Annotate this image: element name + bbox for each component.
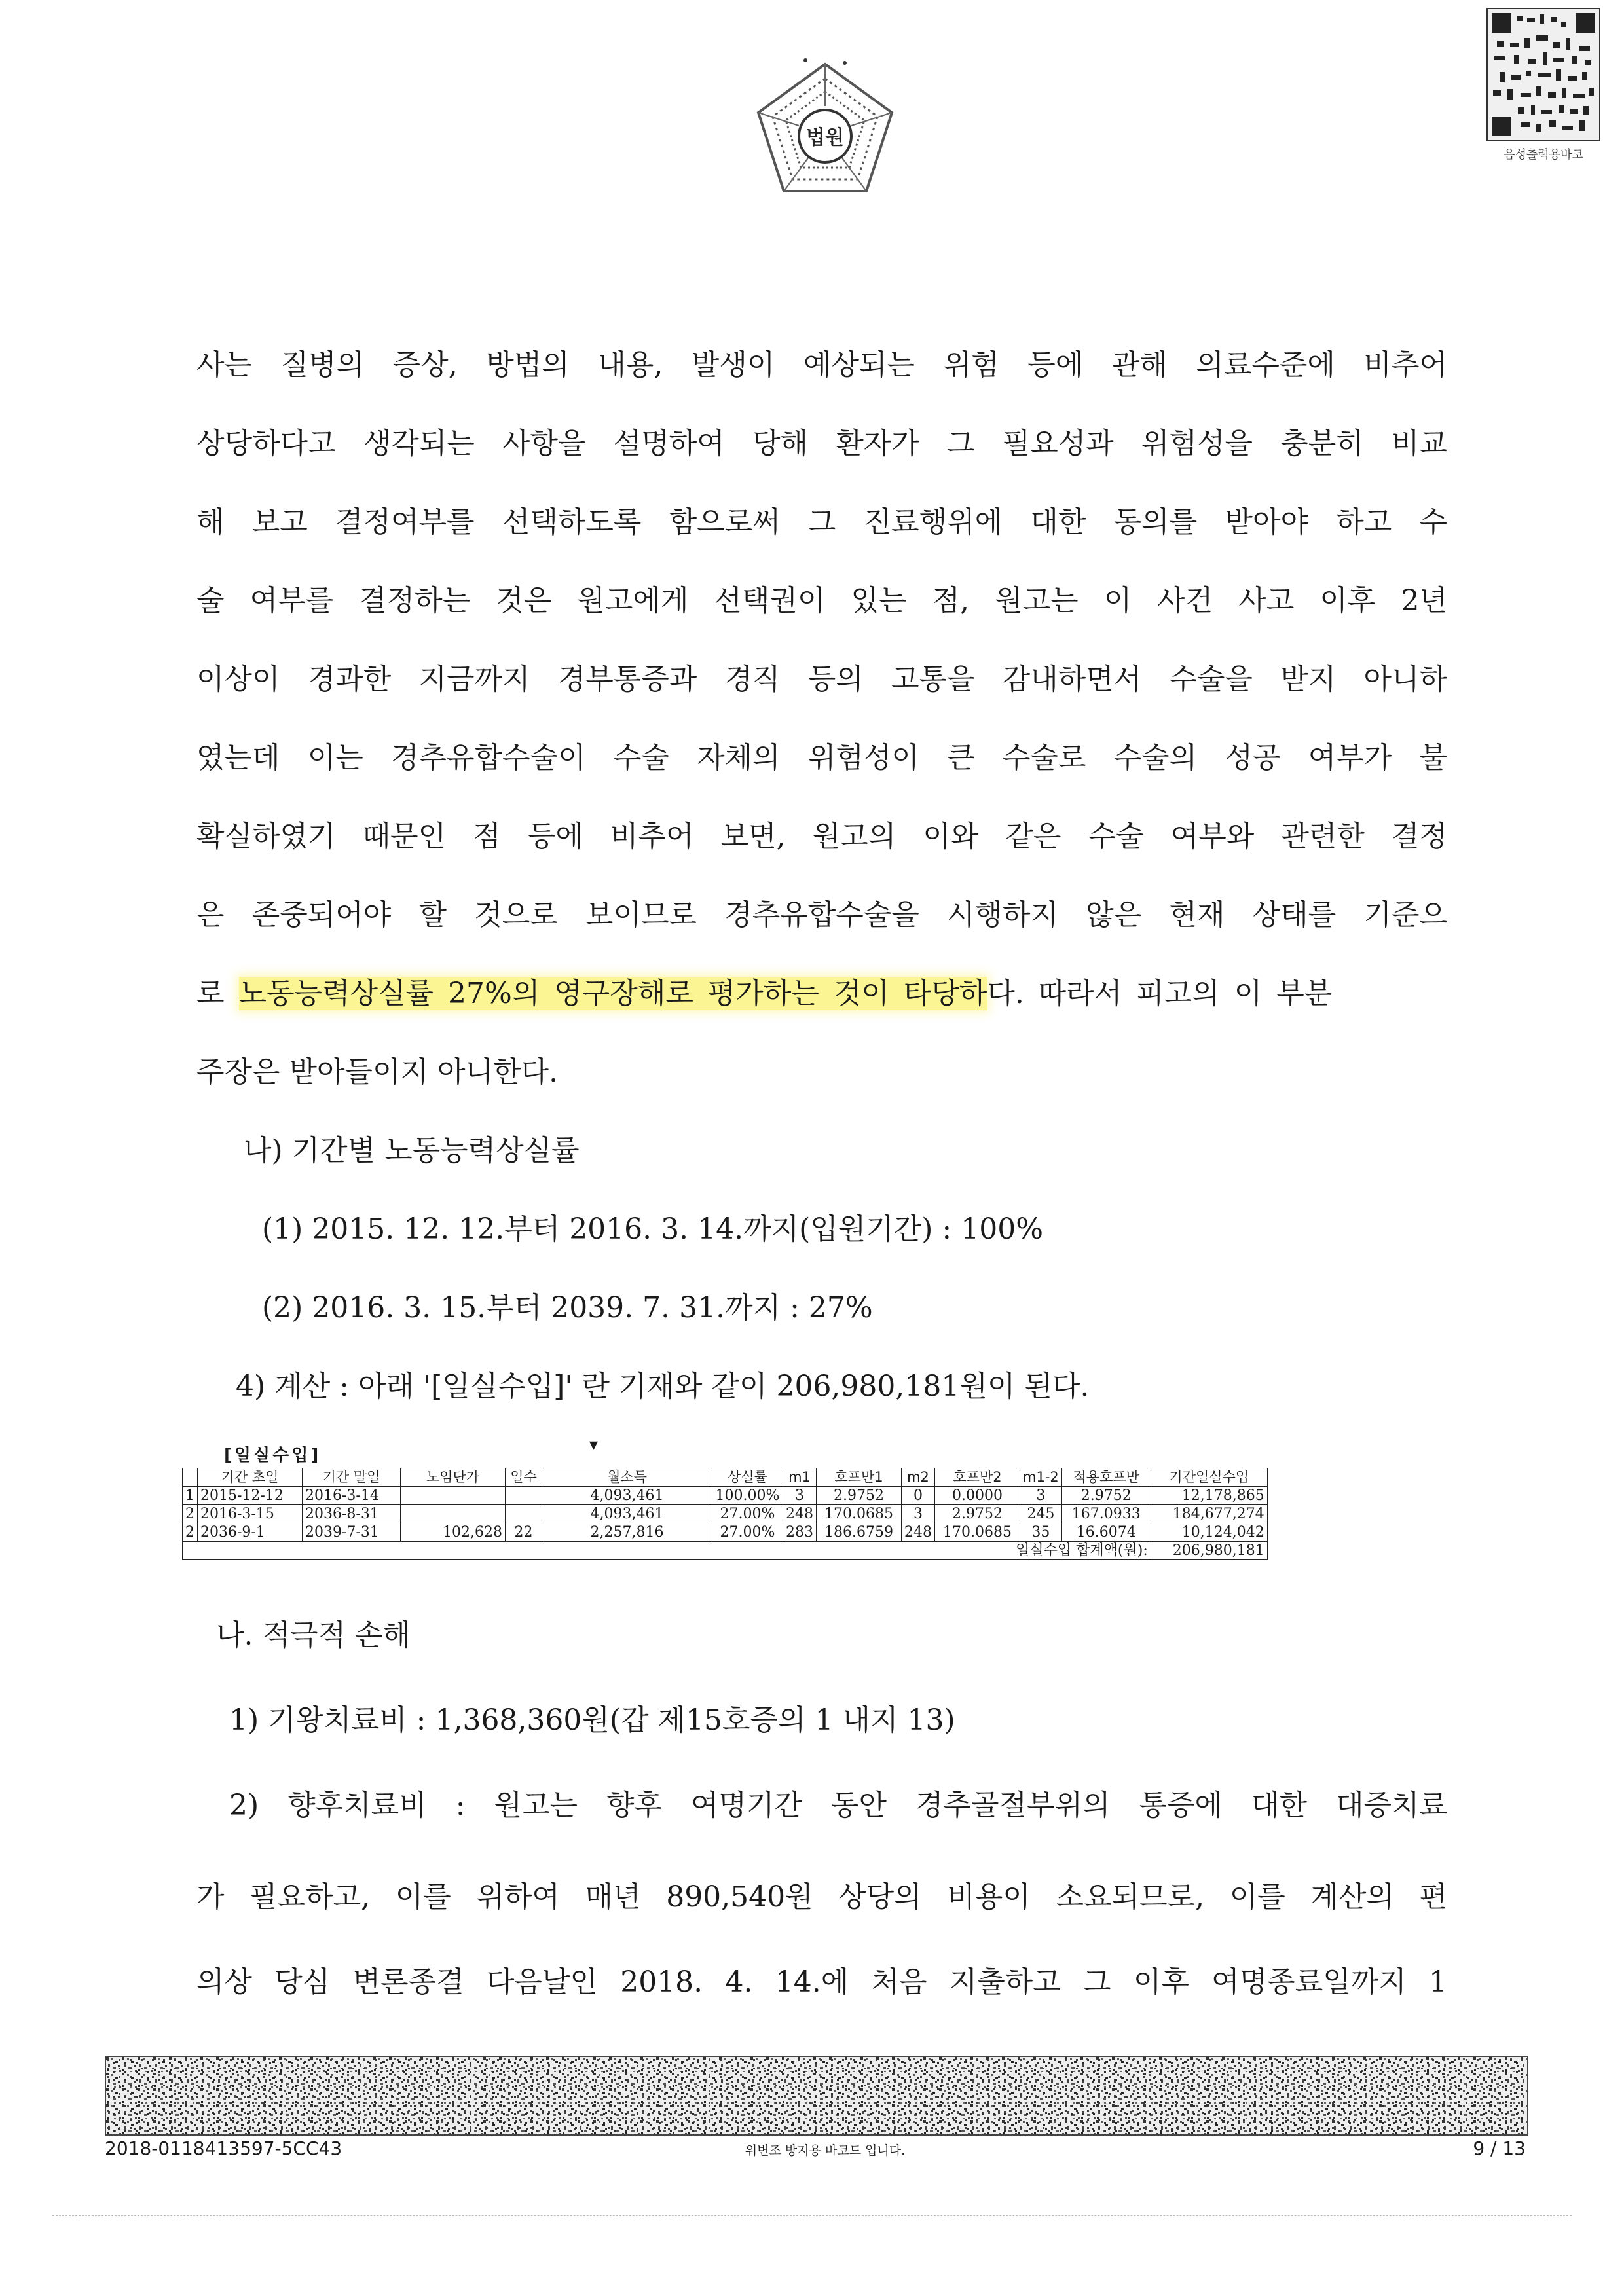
emblem-text: 법원	[806, 126, 844, 149]
table-cell: 1	[183, 1487, 198, 1505]
table-cell: 2.9752	[817, 1487, 902, 1505]
voice-barcode-label: 음성출력용바코	[1504, 148, 1583, 162]
header-cell: 노임단가	[401, 1468, 506, 1487]
damages-item-2-line-3: 의상 당심 변론종결 다음날인 2018. 4. 14.에 처음 지출하고 그 이후 여명종료일까지 1	[196, 1965, 1447, 1999]
highlighted-conclusion: 노동능력상실률 27%의 영구장해로 평가하는 것이 타당하	[238, 977, 987, 1010]
header-cell: 월소득	[542, 1468, 712, 1487]
header-cell: 호프만2	[935, 1468, 1020, 1487]
body-line-10: 주장은 받아들이지 아니한다.	[196, 1055, 559, 1089]
table-cell: 167.0933	[1061, 1505, 1151, 1523]
table-cell: 2036-9-1	[198, 1523, 303, 1542]
body-line-3: 해 보고 결정여부를 선택하도록 함으로써 그 진료행위에 대한 동의를 받아야 하고 수	[196, 505, 1447, 539]
table-cell: 0	[902, 1487, 935, 1505]
table-row	[183, 1523, 1268, 1542]
table-cell: 16.6074	[1061, 1523, 1151, 1542]
table-cell: 2036-8-31	[303, 1505, 401, 1523]
header-cell: 호프만1	[817, 1468, 902, 1487]
body-line-6: 였는데 이는 경추유합수술이 수술 자체의 위험성이 큰 수술로 수술의 성공 여부가 불	[196, 741, 1447, 774]
table-cell: 248	[783, 1505, 817, 1523]
table-cell: 2016-3-14	[303, 1487, 401, 1505]
body-line-9-prefix: 로	[196, 977, 239, 1010]
total-label: 일실수입 합계액(원):	[183, 1542, 1151, 1560]
table-cell: 2	[183, 1505, 198, 1523]
calculation-line: 4) 계산 : 아래 '[일실수입]' 란 기재와 같이 206,980,181원이 된다.	[236, 1370, 1090, 1403]
period-item-1: (1) 2015. 12. 12.부터 2016. 3. 14.까지(입원기간) : 100%	[262, 1212, 1044, 1246]
table-cell	[506, 1505, 542, 1523]
table-cell: 102,628	[401, 1523, 506, 1542]
table-row	[183, 1487, 1268, 1505]
table-cell: 2039-7-31	[303, 1523, 401, 1542]
table-cell: 3	[902, 1505, 935, 1523]
table-cell: 283	[783, 1523, 817, 1542]
table-cell: 248	[902, 1523, 935, 1542]
lost-income-table	[182, 1468, 1268, 1560]
table-cell: 2.9752	[1061, 1487, 1151, 1505]
table-cell: 170.0685	[817, 1505, 902, 1523]
table-cell: 2015-12-12	[198, 1487, 303, 1505]
body-line-1: 사는 질병의 증상, 방법의 내용, 발생이 예상되는 위험 등에 관해 의료수준에 비추어	[196, 348, 1447, 382]
section-heading-period-loss: 나) 기간별 노동능력상실률	[244, 1134, 580, 1167]
body-line-5: 이상이 경과한 지금까지 경부통증과 경직 등의 고통을 감내하면서 수술을 받지 아니하	[196, 663, 1447, 696]
body-line-8: 은 존중되어야 할 것으로 보이므로 경추유합수술을 시행하지 않은 현재 상태를 기준으	[196, 898, 1447, 932]
header-cell	[183, 1468, 198, 1487]
table-cell: 170.0685	[935, 1523, 1020, 1542]
stray-mark-icon: ▾	[589, 1435, 599, 1455]
table-cell: 2.9752	[935, 1505, 1020, 1523]
scan-edge-divider	[52, 2215, 1572, 2216]
table-header-row	[183, 1468, 1268, 1487]
header-cell: 일수	[506, 1468, 542, 1487]
header-cell: 상실률	[712, 1468, 783, 1487]
header-cell: 기간 말일	[303, 1468, 401, 1487]
damages-item-1: 1) 기왕치료비 : 1,368,360원(갑 제15호증의 1 내지 13)	[229, 1704, 955, 1737]
table-row	[183, 1505, 1268, 1523]
body-line-4: 술 여부를 결정하는 것은 원고에게 선택권이 있는 점, 원고는 이 사건 사고 이후 2년	[196, 584, 1447, 617]
table-cell	[506, 1487, 542, 1505]
table-cell	[401, 1487, 506, 1505]
header-cell: 기간 초일	[198, 1468, 303, 1487]
table-cell: 0.0000	[935, 1487, 1020, 1505]
period-item-2: (2) 2016. 3. 15.부터 2039. 7. 31.까지 : 27%	[262, 1291, 873, 1324]
body-line-9-suffix: 다. 따라서 피고의 이 부분	[987, 977, 1333, 1010]
total-value: 206,980,181	[1151, 1542, 1267, 1560]
table-cell: 2016-3-15	[198, 1505, 303, 1523]
table-cell: 10,124,042	[1151, 1523, 1267, 1542]
table-cell	[401, 1505, 506, 1523]
voice-output-barcode	[1486, 8, 1600, 141]
anti-forgery-barcode	[105, 2056, 1528, 2136]
body-line-9	[196, 974, 1447, 1013]
body-line-2: 상당하다고 생각되는 사항을 설명하여 당해 환자가 그 필요성과 위험성을 충분히 비교	[196, 427, 1447, 460]
damages-item-2-line-1: 2) 향후치료비 : 원고는 향후 여명기간 동안 경추골절부위의 통증에 대한 대증치료	[229, 1789, 1447, 1822]
table-cell: 27.00%	[712, 1505, 783, 1523]
table-cell: 3	[783, 1487, 817, 1505]
court-emblem-logo	[747, 52, 904, 210]
table-cell: 22	[506, 1523, 542, 1542]
table-cell: 12,178,865	[1151, 1487, 1267, 1505]
table-cell: 4,093,461	[542, 1505, 712, 1523]
header-cell: m1-2	[1020, 1468, 1062, 1487]
header-cell: 적용호프만	[1061, 1468, 1151, 1487]
table-cell: 184,677,274	[1151, 1505, 1267, 1523]
table-title: [일실수입]	[224, 1446, 322, 1465]
table-cell: 3	[1020, 1487, 1062, 1505]
barcode-note: 위변조 방지용 바코드 입니다.	[745, 2143, 906, 2158]
table-total-row	[183, 1542, 1268, 1560]
header-cell: m1	[783, 1468, 817, 1487]
header-cell: m2	[902, 1468, 935, 1487]
damages-item-2-line-2: 가 필요하고, 이를 위하여 매년 890,540원 상당의 비용이 소요되므로, 이를 계산의 편	[196, 1880, 1447, 1914]
table-cell: 4,093,461	[542, 1487, 712, 1505]
table-cell: 2,257,816	[542, 1523, 712, 1542]
table-cell: 100.00%	[712, 1487, 783, 1505]
header-cell: 기간일실수입	[1151, 1468, 1267, 1487]
page-number: 9 / 13	[1473, 2138, 1526, 2159]
table-cell: 2	[183, 1523, 198, 1542]
table-cell: 27.00%	[712, 1523, 783, 1542]
document-number: 2018-0118413597-5CC43	[105, 2138, 342, 2159]
section-heading-active-damages: 나. 적극적 손해	[216, 1618, 411, 1652]
body-line-7: 확실하였기 때문인 점 등에 비추어 보면, 원고의 이와 같은 수술 여부와 관련한 결정	[196, 820, 1447, 853]
table-cell: 245	[1020, 1505, 1062, 1523]
table-cell: 186.6759	[817, 1523, 902, 1542]
table-cell: 35	[1020, 1523, 1062, 1542]
